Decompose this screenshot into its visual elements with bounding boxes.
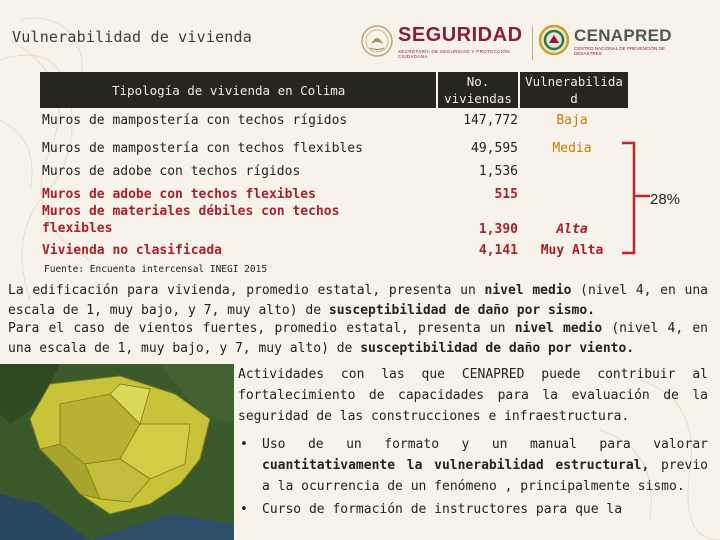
viento-text-1: Para el caso de vientos fuertes, promedio estatal, presenta un — [8, 321, 515, 336]
seguridad-wordmark: SEGURIDAD — [398, 24, 523, 46]
viento-bold-1: nivel medio — [514, 321, 603, 336]
cenapred-wordmark: CENAPRED — [574, 26, 672, 45]
table-row-tipo: Muros de adobe con techos rígidos — [42, 164, 301, 179]
header-num-viviendas — [438, 72, 518, 108]
list-item — [238, 499, 708, 520]
sismo-bold-2: susceptibilidad de daño por sismo. — [328, 302, 596, 318]
table-row-num: 515 — [494, 187, 518, 202]
list-item-bold: cuantitativamente la vulnerabilidad estructural, — [262, 458, 650, 473]
table-row-tipo: Muros de adobe con techos flexibles — [42, 187, 316, 202]
sismo-text-2: (nivel 4, en una escala de 1, muy bajo, y 7, muy alto) de — [8, 283, 708, 318]
cenapred-subtitle: CENTRO NACIONAL DE PREVENCIÓN DE DESASTRES — [574, 46, 665, 56]
colima-map-icon — [0, 364, 234, 540]
table-row-vul: Baja — [556, 113, 588, 128]
header-vulnerabilidad — [520, 72, 628, 108]
source-note: Fuente: Encuenta intercensal INEGI 2015 — [44, 264, 268, 275]
cenapred-logo — [538, 20, 688, 64]
actividades-section — [238, 364, 708, 522]
table-row-num: 4,141 — [478, 243, 518, 258]
actividades-intro: Actividades con las que CENAPRED puede contribuir al fortalecimiento de capacidades para la evaluación de la seguridad de las construcciones e infraestructura. — [238, 367, 708, 424]
list-item-text-a: Uso de un formato y un manual para valorar — [262, 437, 708, 452]
table-row-num: 1,390 — [478, 222, 518, 237]
page-title: Vulnerabilidad de vivienda — [12, 28, 252, 46]
header-logos — [360, 20, 690, 64]
bullet-icon: • — [240, 502, 248, 517]
logo-divider — [532, 26, 533, 60]
header-vul-line2: d — [570, 91, 578, 106]
list-item-text-b: previo a la ocurrencia de un fenómeno , principalmente sismo. — [262, 458, 708, 494]
table-row-vul: Muy Alta — [540, 243, 604, 258]
list-item — [238, 434, 708, 497]
table-row-tipo: Muros de mampostería con techos rígidos — [42, 113, 348, 128]
seguridad-subtitle: SECRETARÍA DE SEGURIDAD Y PROTECCIÓN CIUDADANA — [398, 49, 510, 59]
table-row-num: 1,536 — [478, 164, 518, 179]
table-row-vul: Alta — [556, 222, 588, 237]
list-item-text-a: Curso de formación de instructores para que la — [262, 502, 623, 517]
sismo-text-1: La edificación para vivienda, promedio estatal, presenta un — [8, 283, 485, 298]
cenapred-badge-icon — [538, 24, 570, 56]
viento-text-2: (nivel 4, en una escala de 1, muy bajo, y 7, muy alto) de — [8, 321, 709, 356]
sismo-paragraph — [8, 281, 708, 320]
table-row-tipo: Muros de mampostería con techos flexibles — [42, 141, 363, 156]
sismo-bold-1: nivel medio — [484, 283, 572, 298]
table-row-num: 49,595 — [471, 141, 518, 156]
header-num-line2: viviendas — [444, 91, 512, 106]
actividades-list — [238, 434, 708, 520]
header-num-line1: No. — [466, 74, 490, 89]
table-row-tipo: Vivienda no clasificada — [42, 243, 223, 258]
colima-map — [0, 364, 234, 540]
viento-paragraph — [8, 319, 708, 358]
table-row-tipo: Muros de materiales débiles con techos flexibles — [42, 204, 340, 236]
mexico-eagle-icon — [360, 24, 394, 58]
seguridad-logo — [360, 20, 530, 64]
vulnerable-percent-label: 28% — [650, 191, 681, 208]
bullet-icon: • — [240, 437, 248, 452]
header-vul-line1: Vulnerabilida — [525, 74, 623, 89]
table-row-vul: Media — [552, 141, 592, 156]
table-header — [40, 72, 628, 108]
header-tipologia: Tipología de vivienda en Colima — [40, 72, 436, 108]
viento-bold-2: susceptibilidad de daño por viento. — [360, 340, 635, 356]
table-row-num: 147,772 — [463, 113, 518, 128]
